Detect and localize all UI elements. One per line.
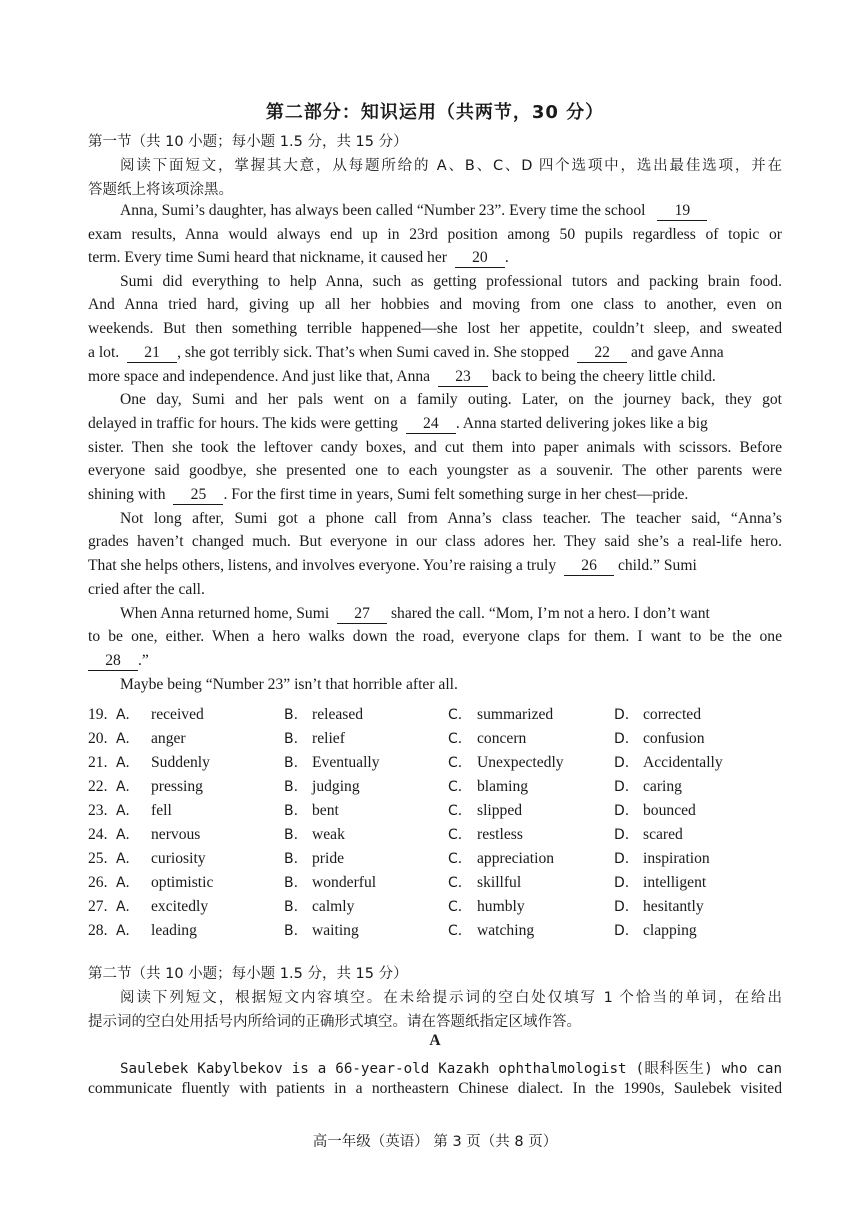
option-b: judging	[312, 778, 360, 795]
option-row	[88, 754, 782, 778]
option-b: weak	[312, 826, 345, 843]
option-letter: B.	[284, 779, 299, 795]
passage-text: term. Every time Sumi heard that nickname, it caused her	[88, 249, 447, 266]
option-c: blaming	[477, 778, 529, 795]
blank-24: 24	[406, 416, 456, 434]
blank-27: 27	[337, 606, 387, 624]
passage-line: Not long after, Sumi got a phone call from Anna’s class teacher. The teacher said, “Anna’s	[120, 510, 782, 527]
passage-a-line: communicate fluently with patients in a northeastern Chinese dialect. In the 1990s, Saulebek visited	[88, 1080, 782, 1097]
option-letter: B.	[284, 899, 299, 915]
option-d: corrected	[643, 706, 701, 723]
passage-text: Anna, Sumi’s daughter, has always been called “Number 23”. Every time the school	[120, 202, 646, 219]
blank-22: 22	[577, 345, 627, 363]
section1-instruction-line1: 阅读下面短文，掌握其大意，从每题所给的 A、B、C、D 四个选项中，选出最佳选项，并在	[120, 158, 782, 174]
option-letter: A.	[116, 851, 130, 867]
option-a: received	[151, 706, 204, 723]
option-d: inspiration	[643, 850, 710, 867]
section2-instruction-line2: 提示词的空白处用括号内所给词的正确形式填空。请在答题纸指定区域作答。	[88, 1014, 581, 1030]
option-b: relief	[312, 730, 345, 747]
passage-line: grades haven’t changed much. But everyone in our class adores her. They said she’s a real-life hero.	[88, 533, 782, 550]
passage-a-line	[120, 1057, 782, 1078]
section1-heading: 第一节（共 10 小题；每小题 1.5 分，共 15 分）	[88, 134, 408, 150]
option-d: hesitantly	[643, 898, 704, 915]
passage-line	[88, 486, 782, 505]
passage-text: child.” Sumi	[617, 557, 697, 574]
option-letter: C.	[448, 827, 463, 843]
option-a: fell	[151, 802, 172, 819]
question-number: 25.	[88, 850, 108, 867]
passage-text: shared the call. “Mom, I’m not a hero. I don’t want	[390, 605, 710, 622]
question-number: 21.	[88, 754, 108, 771]
question-number: 19.	[88, 706, 108, 723]
passage-line: to be one, either. When a hero walks down the road, everyone claps for them. I want to be the one	[88, 628, 782, 645]
passage-a-label: A	[429, 1032, 441, 1049]
option-a: Suddenly	[151, 754, 210, 771]
option-row	[88, 730, 782, 754]
option-c: concern	[477, 730, 527, 747]
passage-line	[88, 652, 782, 671]
option-row	[88, 826, 782, 850]
passage-line: sister. Then she took the leftover candy boxes, and cut them into paper animals with scissors. Before	[88, 439, 782, 456]
option-a: leading	[151, 922, 197, 939]
option-letter: C.	[448, 779, 463, 795]
option-b: Eventually	[312, 754, 380, 771]
option-c: skillful	[477, 874, 522, 891]
option-letter: D.	[614, 707, 630, 723]
option-d: confusion	[643, 730, 705, 747]
option-d: Accidentally	[643, 754, 723, 771]
question-number: 23.	[88, 802, 108, 819]
option-a: excitedly	[151, 898, 209, 915]
question-number: 28.	[88, 922, 108, 939]
option-b: calmly	[312, 898, 355, 915]
passage-line: cried after the call.	[88, 581, 205, 598]
passage-text: When Anna returned home, Sumi	[120, 605, 330, 622]
option-a: pressing	[151, 778, 203, 795]
option-letter: D.	[614, 875, 630, 891]
option-letter: A.	[116, 803, 130, 819]
option-letter: B.	[284, 851, 299, 867]
option-letter: C.	[448, 731, 463, 747]
question-number: 24.	[88, 826, 108, 843]
option-letter: B.	[284, 875, 299, 891]
option-letter: D.	[614, 779, 630, 795]
blank-23: 23	[438, 369, 488, 387]
passage-line	[88, 344, 782, 363]
option-letter: A.	[116, 923, 130, 939]
passage-line: exam results, Anna would always end up in 23rd position among 50 pupils regardless of topic or	[88, 226, 782, 243]
passage-text: shining with	[88, 486, 166, 503]
option-letter: B.	[284, 707, 299, 723]
passage-text: . For the first time in years, Sumi felt something surge in her chest—pride.	[223, 486, 689, 503]
option-letter: A.	[116, 779, 130, 795]
option-c: slipped	[477, 802, 523, 819]
option-letter: A.	[116, 755, 130, 771]
passage-line: weekends. But then something terrible happened—she lost her appetite, couldn’t sleep, and sweated	[88, 320, 782, 337]
passage-text: more space and independence. And just like that, Anna	[88, 368, 431, 385]
passage-text: , she got terribly sick. That’s when Sumi caved in. She stopped	[177, 344, 570, 361]
question-number: 27.	[88, 898, 108, 915]
passage-text: . Anna started delivering jokes like a big	[455, 415, 708, 432]
option-a: nervous	[151, 826, 201, 843]
passage-line	[88, 368, 782, 387]
option-a: curiosity	[151, 850, 206, 867]
option-b: waiting	[312, 922, 359, 939]
passage-line	[120, 202, 782, 221]
option-letter: A.	[116, 707, 130, 723]
question-number: 20.	[88, 730, 108, 747]
option-c: summarized	[477, 706, 554, 723]
option-letter: D.	[614, 731, 630, 747]
blank-20: 20	[455, 250, 505, 268]
option-letter: A.	[116, 875, 130, 891]
passage-text: back to being the cheery little child.	[491, 368, 716, 385]
passage-text: That she helps others, listens, and involves everyone. You’re raising a truly	[88, 557, 557, 574]
option-row	[88, 802, 782, 826]
passage-text: a lot.	[88, 344, 120, 361]
passage-text: .	[504, 249, 509, 266]
passage-a-gloss: 眼科医生	[644, 1061, 705, 1077]
part-title: 第二部分：知识运用（共两节，30 分）	[265, 102, 605, 123]
option-d: intelligent	[643, 874, 707, 891]
question-number: 22.	[88, 778, 108, 795]
option-letter: C.	[448, 755, 463, 771]
option-c: Unexpectedly	[477, 754, 564, 771]
option-b: wonderful	[312, 874, 377, 891]
blank-25: 25	[173, 487, 223, 505]
option-letter: C.	[448, 875, 463, 891]
option-row	[88, 850, 782, 874]
passage-line	[120, 605, 782, 624]
passage-line	[88, 557, 782, 576]
option-letter: D.	[614, 755, 630, 771]
option-letter: A.	[116, 731, 130, 747]
option-letter: C.	[448, 923, 463, 939]
blank-21: 21	[127, 345, 177, 363]
option-letter: B.	[284, 755, 299, 771]
question-number: 26.	[88, 874, 108, 891]
blank-19: 19	[657, 203, 707, 221]
option-b: bent	[312, 802, 339, 819]
option-d: clapping	[643, 922, 697, 939]
passage-line	[88, 415, 782, 434]
blank-28: 28	[88, 653, 138, 671]
passage-line	[88, 249, 782, 268]
option-c: humbly	[477, 898, 525, 915]
option-letter: D.	[614, 851, 630, 867]
blank-26: 26	[564, 558, 614, 576]
option-d: bounced	[643, 802, 696, 819]
option-letter: B.	[284, 803, 299, 819]
passage-text: and gave Anna	[631, 344, 724, 361]
option-d: caring	[643, 778, 682, 795]
section1-instruction-line2: 答题纸上将该项涂黑。	[88, 182, 233, 198]
option-letter: C.	[448, 851, 463, 867]
passage-a-text: Saulebek Kabylbekov is a 66-year-old Kazakh ophthalmologist (	[120, 1061, 645, 1077]
option-letter: D.	[614, 899, 630, 915]
passage-line: One day, Sumi and her pals went on a family outing. Later, on the journey back, they got	[120, 391, 782, 408]
option-c: watching	[477, 922, 535, 939]
option-a: anger	[151, 730, 186, 747]
option-letter: D.	[614, 827, 630, 843]
option-letter: A.	[116, 827, 130, 843]
passage-line: Sumi did everything to help Anna, such as getting professional tutors and packing brain food.	[120, 273, 782, 290]
option-letter: D.	[614, 923, 630, 939]
passage-line: everyone said goodbye, she presented one to each youngster as a souvenir. The other parents were	[88, 462, 782, 479]
option-letter: C.	[448, 899, 463, 915]
option-row	[88, 922, 782, 946]
passage-line: And Anna tried hard, giving up all her hobbies and moving from one class to another, even on	[88, 296, 782, 313]
option-letter: B.	[284, 827, 299, 843]
option-c: appreciation	[477, 850, 555, 867]
option-row	[88, 706, 782, 730]
passage-line: Maybe being “Number 23” isn’t that horrible after all.	[120, 676, 458, 693]
section2-instruction-line1: 阅读下列短文，根据短文内容填空。在未给提示词的空白处仅填写 1 个恰当的单词，在给出	[120, 990, 782, 1006]
option-letter: C.	[448, 707, 463, 723]
option-d: scared	[643, 826, 683, 843]
option-b: released	[312, 706, 364, 723]
option-letter: A.	[116, 899, 130, 915]
option-letter: B.	[284, 731, 299, 747]
passage-a-text: ) who can	[704, 1061, 782, 1077]
option-b: pride	[312, 850, 345, 867]
option-c: restless	[477, 826, 523, 843]
option-row	[88, 898, 782, 922]
option-a: optimistic	[151, 874, 214, 891]
option-letter: C.	[448, 803, 463, 819]
option-row	[88, 778, 782, 802]
passage-text: delayed in traffic for hours. The kids were getting	[88, 415, 398, 432]
passage-text: .”	[138, 652, 149, 669]
option-letter: B.	[284, 923, 299, 939]
option-letter: D.	[614, 803, 630, 819]
option-row	[88, 874, 782, 898]
section2-heading: 第二节（共 10 小题；每小题 1.5 分，共 15 分）	[88, 966, 408, 982]
page-footer: 高一年级（英语） 第 3 页（共 8 页）	[312, 1134, 558, 1150]
